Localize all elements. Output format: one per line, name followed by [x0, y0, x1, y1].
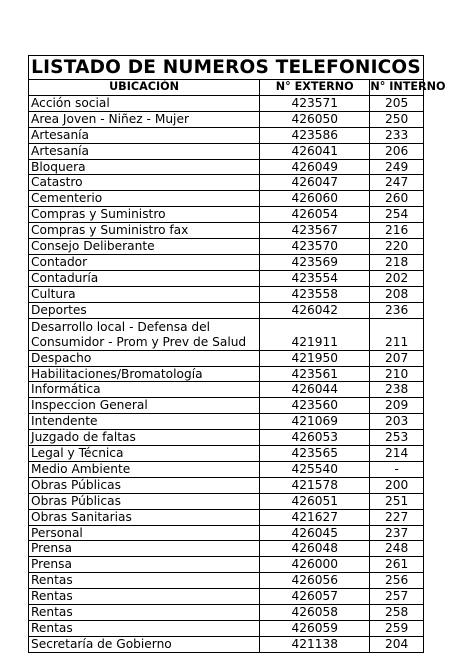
row-location: Acción social: [29, 95, 260, 111]
table-row: [29, 127, 423, 143]
table-row: [29, 589, 423, 605]
table-row: [29, 175, 423, 191]
table-row: [29, 111, 423, 127]
row-external-number: 423567: [260, 223, 370, 239]
table-row: [29, 414, 423, 430]
table-row: [29, 350, 423, 366]
row-location: Intendente: [29, 414, 260, 430]
table-row: [29, 509, 423, 525]
table-row: [29, 557, 423, 573]
page-title: LISTADO DE NUMEROS TELEFONICOS: [29, 56, 423, 80]
table-row: [29, 461, 423, 477]
row-location: Secretaría de Gobierno: [29, 636, 260, 651]
row-external-number: 423569: [260, 254, 370, 270]
column-header-internal: N° INTERNO: [370, 80, 423, 95]
row-internal-number: 206: [370, 143, 423, 159]
row-external-number: 426048: [260, 541, 370, 557]
table-row: [29, 573, 423, 589]
row-external-number: 426056: [260, 573, 370, 589]
row-internal-number: 257: [370, 589, 423, 605]
row-location: Compras y Suministro fax: [29, 223, 260, 239]
row-internal-number: 248: [370, 541, 423, 557]
row-location: Legal y Técnica: [29, 446, 260, 462]
row-external-number: 426041: [260, 143, 370, 159]
row-external-number: 426057: [260, 589, 370, 605]
row-internal-number: 203: [370, 414, 423, 430]
row-location: Cementerio: [29, 191, 260, 207]
row-location: Artesanía: [29, 127, 260, 143]
row-internal-number: 210: [370, 366, 423, 382]
row-external-number: 426044: [260, 382, 370, 398]
row-external-number: 425540: [260, 461, 370, 477]
row-internal-number: 209: [370, 398, 423, 414]
table-header-row: [29, 80, 423, 95]
row-location: Prensa: [29, 557, 260, 573]
row-location: Medio Ambiente: [29, 461, 260, 477]
row-location: Contador: [29, 254, 260, 270]
row-internal-number: 214: [370, 446, 423, 462]
row-internal-number: 258: [370, 605, 423, 621]
row-location: Deportes: [29, 302, 260, 318]
row-internal-number: 216: [370, 223, 423, 239]
table-row: [29, 366, 423, 382]
row-external-number: 423565: [260, 446, 370, 462]
table-row: [29, 477, 423, 493]
row-external-number: 426053: [260, 430, 370, 446]
table-row: [29, 446, 423, 462]
row-internal-number: 254: [370, 207, 423, 223]
row-location: Cultura: [29, 286, 260, 302]
row-location: Consejo Deliberante: [29, 239, 260, 255]
row-internal-number: 250: [370, 111, 423, 127]
table-row: [29, 382, 423, 398]
row-internal-number: 251: [370, 493, 423, 509]
row-external-number: 423586: [260, 127, 370, 143]
row-location: Catastro: [29, 175, 260, 191]
row-location: Habilitaciones/Bromatología: [29, 366, 260, 382]
table-row: [29, 636, 423, 651]
row-internal-number: 233: [370, 127, 423, 143]
row-external-number: 426049: [260, 159, 370, 175]
row-location: Bloquera: [29, 159, 260, 175]
table-row: [29, 239, 423, 255]
row-internal-number: 260: [370, 191, 423, 207]
table-row: [29, 207, 423, 223]
row-internal-number: 205: [370, 95, 423, 111]
table-row: [29, 525, 423, 541]
table-row: [29, 398, 423, 414]
row-location: Personal: [29, 525, 260, 541]
table-row: [29, 95, 423, 111]
row-location: Obras Sanitarias: [29, 509, 260, 525]
table-row: [29, 223, 423, 239]
row-location: Inspeccion General: [29, 398, 260, 414]
table-row: [29, 270, 423, 286]
row-location: Rentas: [29, 573, 260, 589]
row-internal-number: 237: [370, 525, 423, 541]
row-internal-number: 249: [370, 159, 423, 175]
row-internal-number: -: [370, 461, 423, 477]
table-row: [29, 302, 423, 318]
row-location: Despacho: [29, 350, 260, 366]
table-row: [29, 191, 423, 207]
row-external-number: 423558: [260, 286, 370, 302]
row-location: Rentas: [29, 589, 260, 605]
phone-list-sheet: [28, 55, 446, 653]
row-external-number: 426000: [260, 557, 370, 573]
row-external-number: 421950: [260, 350, 370, 366]
row-internal-number: 218: [370, 254, 423, 270]
table-row: [29, 318, 423, 350]
row-external-number: 423560: [260, 398, 370, 414]
row-location: Juzgado de faltas: [29, 430, 260, 446]
row-external-number: 421911: [260, 318, 370, 350]
phone-table: [29, 80, 446, 652]
row-location: Area Joven - Niñez - Mujer: [29, 111, 260, 127]
row-location: Obras Públicas: [29, 477, 260, 493]
row-external-number: 426050: [260, 111, 370, 127]
row-internal-number: 204: [370, 636, 423, 651]
table-row: [29, 254, 423, 270]
row-external-number: 426042: [260, 302, 370, 318]
row-external-number: 426058: [260, 605, 370, 621]
table-row: [29, 493, 423, 509]
row-location: Contaduría: [29, 270, 260, 286]
row-external-number: 426054: [260, 207, 370, 223]
row-internal-number: 247: [370, 175, 423, 191]
row-location: Rentas: [29, 605, 260, 621]
row-internal-number: 200: [370, 477, 423, 493]
table-row: [29, 286, 423, 302]
row-external-number: 421138: [260, 636, 370, 651]
row-internal-number: 211: [370, 318, 423, 350]
row-location: Informática: [29, 382, 260, 398]
column-header-external: N° EXTERNO: [260, 80, 370, 95]
row-location: Obras Públicas: [29, 493, 260, 509]
row-external-number: 421069: [260, 414, 370, 430]
row-internal-number: 236: [370, 302, 423, 318]
row-external-number: 423570: [260, 239, 370, 255]
row-internal-number: 202: [370, 270, 423, 286]
row-internal-number: 261: [370, 557, 423, 573]
row-internal-number: 220: [370, 239, 423, 255]
table-row: [29, 430, 423, 446]
row-external-number: 421578: [260, 477, 370, 493]
table-body: [29, 95, 423, 651]
row-external-number: 426045: [260, 525, 370, 541]
row-internal-number: 256: [370, 573, 423, 589]
row-internal-number: 227: [370, 509, 423, 525]
row-external-number: 423554: [260, 270, 370, 286]
row-location: Desarrollo local - Defensa del Consumidor - Prom y Prev de Salud: [29, 318, 260, 350]
row-external-number: 421627: [260, 509, 370, 525]
column-header-location: UBICACIÓN: [29, 80, 260, 95]
row-location: Compras y Suministro: [29, 207, 260, 223]
row-internal-number: 259: [370, 621, 423, 637]
row-location: Prensa: [29, 541, 260, 557]
table-row: [29, 541, 423, 557]
row-external-number: 426051: [260, 493, 370, 509]
row-location: Rentas: [29, 621, 260, 637]
row-external-number: 423571: [260, 95, 370, 111]
table-row: [29, 143, 423, 159]
row-location: Artesanía: [29, 143, 260, 159]
table-row: [29, 605, 423, 621]
row-internal-number: 208: [370, 286, 423, 302]
row-external-number: 423561: [260, 366, 370, 382]
table-row: [29, 621, 423, 637]
table-row: [29, 159, 423, 175]
row-external-number: 426060: [260, 191, 370, 207]
row-internal-number: 253: [370, 430, 423, 446]
row-internal-number: 238: [370, 382, 423, 398]
row-external-number: 426047: [260, 175, 370, 191]
row-external-number: 426059: [260, 621, 370, 637]
row-internal-number: 207: [370, 350, 423, 366]
